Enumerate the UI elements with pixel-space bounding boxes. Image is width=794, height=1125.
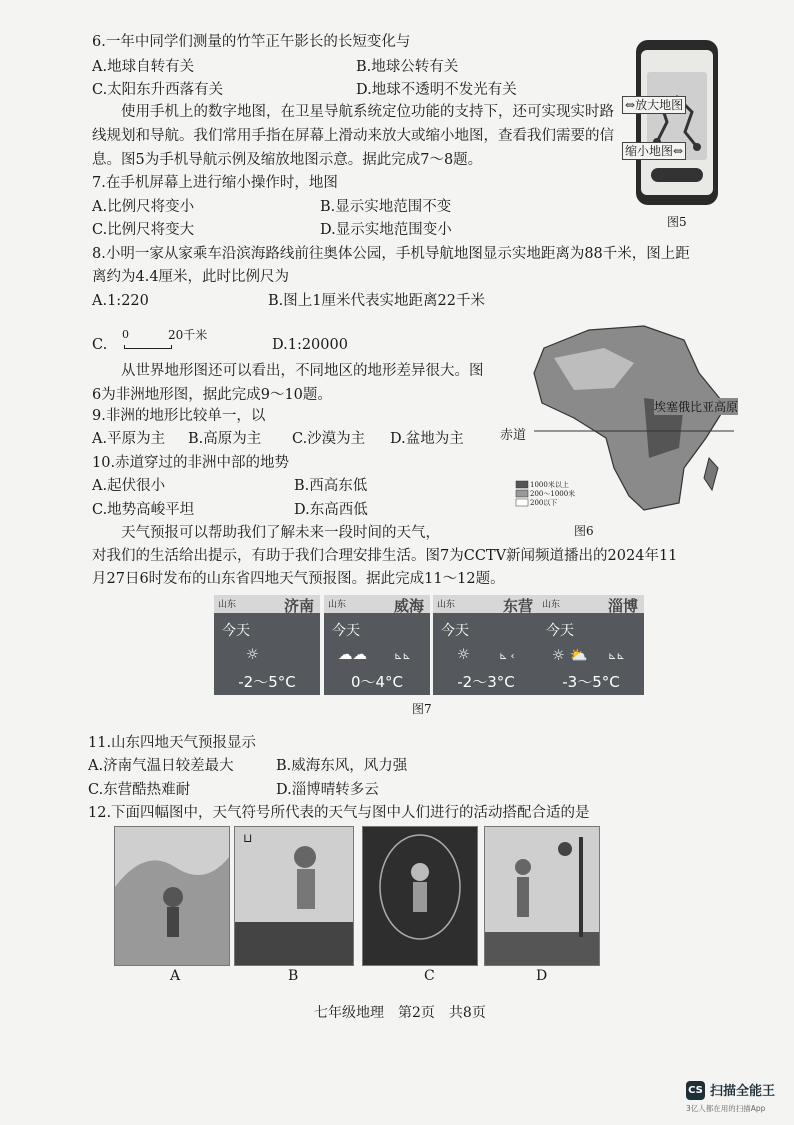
- phone-nav-button: [651, 168, 703, 182]
- sun-icon: ☼ ⛅: [552, 648, 588, 664]
- wind-icon: ⊾⊾: [608, 651, 625, 662]
- phone-screen: [641, 50, 713, 195]
- q7-option-d: D.显示实地范围变小: [320, 222, 452, 238]
- weather-province: 山东: [437, 600, 456, 610]
- intro-9-10: 从世界地形图还可以看出，不同地区的地形差异很大。图6为非洲地形图，据此完成9～10题。: [92, 363, 484, 403]
- intro-11-12-line1: 天气预报可以帮助我们了解未来一段时间的天气，: [121, 525, 440, 541]
- legend-mid: 200～1000米: [530, 490, 576, 498]
- caption-c: C: [424, 968, 435, 984]
- camscanner-logo-icon: CS: [686, 1081, 705, 1100]
- q10-stem: 10.赤道穿过的非洲中部的地势: [92, 455, 290, 471]
- weather-temp: 0～4°C: [350, 673, 404, 691]
- q10-option-a: A.起伏很小: [92, 478, 166, 494]
- page-footer: 七年级地理 第2页 共8页: [314, 1005, 486, 1021]
- q10-option-c: C.地势高峻平坦: [92, 502, 195, 518]
- weather-card-jinan: [214, 595, 320, 695]
- weather-card-weihai: [324, 595, 430, 695]
- q11-stem: 11.山东四地天气预报显示: [88, 735, 257, 751]
- intro-11-12-line2: 对我们的生活给出提示，有助于我们合理安排生活。图7为CCTV新闻频道播出的2024年11: [92, 548, 678, 564]
- weather-province: 山东: [328, 600, 347, 610]
- q8-option-c: C.: [92, 337, 108, 353]
- q8-option-d: D.1:20000: [272, 337, 348, 353]
- q7-option-c: C.比例尺将变大: [92, 222, 195, 238]
- camscanner-name: 扫描全能王: [710, 1084, 776, 1099]
- scale-label: 20千米: [168, 328, 208, 342]
- caption-b: B: [288, 968, 299, 984]
- q9-option-b: B.高原为主: [188, 431, 262, 447]
- picture-b-farmer: [234, 826, 354, 966]
- legend-low: 200以下: [530, 499, 558, 507]
- weather-card-zibo: [538, 595, 644, 695]
- q6-option-a: A.地球自转有关: [92, 59, 195, 75]
- legend-high: 1000米以上: [530, 481, 569, 489]
- q9-option-a: A.平原为主: [92, 431, 166, 447]
- q9-option-d: D.盆地为主: [390, 431, 464, 447]
- zoom-in-label: ⇔放大地图: [622, 96, 686, 114]
- q11-option-c: C.东营酷热难耐: [88, 782, 191, 798]
- q12-stem: 12.下面四幅图中，天气符号所代表的天气与图中人们进行的活动搭配合适的是: [88, 805, 590, 821]
- q6-option-b: B.地球公转有关: [356, 59, 459, 75]
- intro-11-12-line3: 月27日6时发布的山东省四地天气预报图。据此完成11～12题。: [92, 571, 505, 587]
- scale-bar: [124, 345, 172, 349]
- q9-stem: 9.非洲的地形比较单一，以: [92, 408, 266, 424]
- weather-day: 今天: [441, 623, 469, 639]
- wind-icon: ⊾ ‹: [499, 651, 515, 662]
- figure-5-phone: [636, 40, 718, 205]
- q7-option-b: B.显示实地范围不变: [320, 199, 452, 215]
- q6-stem: 6.一年中同学们测量的竹竿正午影长的长短变化与: [92, 34, 411, 50]
- weather-card-dongying: [433, 595, 539, 695]
- weather-temp: -2～5°C: [238, 673, 296, 691]
- plateau-label: 埃塞俄比亚高原: [654, 400, 739, 414]
- picture-a-fisherman-waves: [114, 826, 230, 966]
- weather-day: 今天: [546, 623, 574, 639]
- weather-day: 今天: [222, 623, 250, 639]
- q7-stem: 7.在手机屏幕上进行缩小操作时，地图: [92, 175, 338, 191]
- picture-c-jump-rope: [362, 826, 478, 966]
- weather-city: 淄博: [607, 597, 638, 615]
- q11-option-a: A.济南气温日较差最大: [88, 758, 234, 774]
- q6-option-d: D.地球不透明不发光有关: [356, 82, 517, 98]
- q11-option-d: D.淄博晴转多云: [276, 782, 379, 798]
- weather-city: 威海: [393, 597, 424, 615]
- q8-stem-line2: 离约为4.4厘米，此时比例尺为: [92, 269, 290, 285]
- q10-option-b: B.西高东低: [294, 478, 368, 494]
- weather-day: 今天: [332, 623, 360, 639]
- q6-option-c: C.太阳东升西落有关: [92, 82, 224, 98]
- weather-province: 山东: [218, 600, 237, 610]
- zoom-out-label: 缩小地图⇔: [622, 142, 686, 160]
- figure-5-label: 图5: [667, 215, 687, 229]
- weather-temp: -2～3°C: [457, 673, 515, 691]
- q8-stem-line1: 8.小明一家从家乘车沿滨海路线前往奥体公园，手机导航地图显示实地距离为88千米，图上距: [92, 246, 690, 262]
- sun-icon: ☼: [457, 647, 470, 663]
- q8-option-a: A.1:220: [92, 293, 149, 309]
- caption-a: A: [170, 968, 181, 984]
- figure-7-label: 图7: [412, 702, 432, 716]
- weather-province: 山东: [542, 600, 561, 610]
- weather-city: 东营: [502, 597, 533, 615]
- rain-cloud-icon: ☁☁: [338, 647, 367, 663]
- sun-icon: ☼: [246, 647, 259, 663]
- q10-option-d: D.东高西低: [294, 502, 368, 518]
- camscanner-tagline: 3亿人都在用的扫描App: [686, 1104, 766, 1113]
- q8-option-b: B.图上1厘米代表实地距离22千米: [268, 293, 485, 309]
- q11-option-b: B.威海东风，风力强: [276, 758, 408, 774]
- caption-d: D: [536, 968, 548, 984]
- picture-d-basketball: [484, 826, 600, 966]
- weather-temp: -3～5°C: [562, 673, 620, 691]
- figure-6-label: 图6: [574, 524, 594, 538]
- weather-symbol-icon: ⊔: [243, 831, 253, 845]
- weather-city: 济南: [283, 597, 314, 615]
- q9-option-c: C.沙漠为主: [292, 431, 366, 447]
- scale-zero: 0: [122, 328, 129, 341]
- equator-label: 赤道: [500, 428, 527, 443]
- q7-option-a: A.比例尺将变小: [92, 199, 195, 215]
- intro-7-8: 使用手机上的数字地图，在卫星导航系统定位功能的支持下，还可实现实时路线规划和导航。我们常用手指在屏幕上滑动来放大或缩小地图，查看我们需要的信息。图5为手机导航示例及缩放地图示意。据此完成7～8题。: [92, 104, 614, 168]
- wind-icon: ⊾⊾: [394, 651, 411, 662]
